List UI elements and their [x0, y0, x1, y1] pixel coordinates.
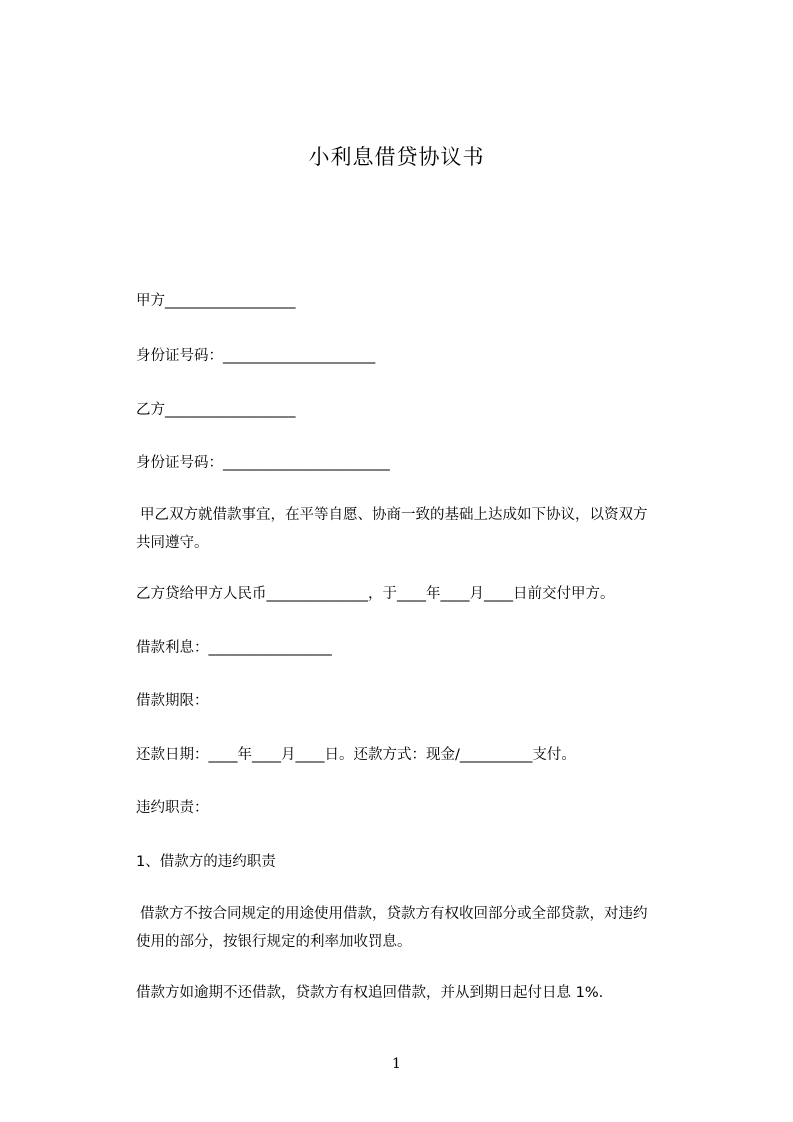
agreement-intro-line-2: 共同遵守。 [136, 535, 209, 551]
misuse-paragraph [136, 900, 708, 956]
loan-amount-line: 乙方贷给甲方人民币______________，于____年____月____日前交付甲方。 [136, 586, 615, 602]
page-number: 1 [392, 1056, 401, 1072]
repayment-line: 还款日期：____年____月____日。还款方式：现金/__________支付。 [136, 747, 576, 763]
agreement-intro-paragraph [136, 501, 708, 557]
term-line: 借款期限： [136, 693, 209, 709]
liability-heading: 违约职责： [136, 800, 209, 816]
overdue-line: 借款方如逾期不还借款，贷款方有权追回借款，并从到期日起付日息 1%. [136, 985, 604, 1001]
interest-line: 借款利息：_________________ [136, 640, 332, 656]
misuse-line-1: 借款方不按合同规定的用途使用借款，贷款方有权收回部分或全部贷款，对违约 [140, 906, 648, 922]
party-a-line: 甲方__________________ [136, 293, 296, 309]
party-b-id-line: 身份证号码：_______________________ [136, 455, 390, 471]
party-b-line: 乙方__________________ [136, 402, 296, 418]
party-a-id-line: 身份证号码：_____________________ [136, 348, 376, 364]
document-title: 小利息借贷协议书 [308, 145, 485, 169]
misuse-line-2: 使用的部分，按银行规定的利率加收罚息。 [136, 934, 412, 950]
agreement-intro-line-1: 甲乙双方就借款事宜，在平等自愿、协商一致的基础上达成如下协议，以资双方 [140, 507, 648, 523]
liability-item-1: 1、借款方的违约职责 [136, 854, 276, 870]
